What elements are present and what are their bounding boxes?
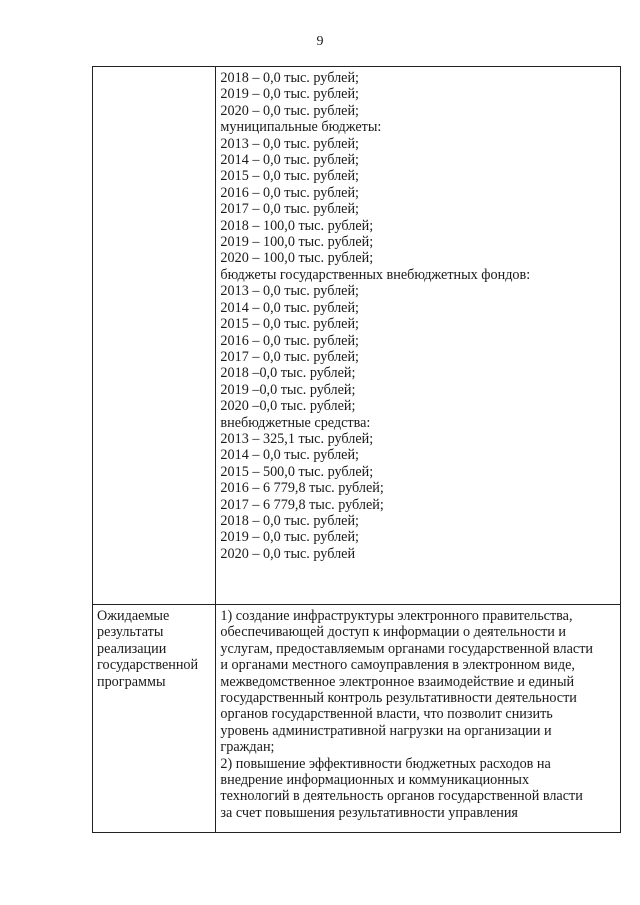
results-label-cell bbox=[93, 605, 216, 833]
funding-line: 2019 – 0,0 тыс. рублей; bbox=[220, 86, 359, 103]
funding-line: 2015 – 0,0 тыс. рублей; bbox=[220, 316, 359, 333]
funding-line: 2017 – 0,0 тыс. рублей; bbox=[220, 201, 359, 218]
table-row-funding bbox=[93, 67, 621, 605]
results-text-line: и органами местного самоуправления в электронном виде, bbox=[220, 657, 575, 674]
page-number: 9 bbox=[316, 34, 324, 49]
passport-table bbox=[92, 66, 621, 833]
funding-line: 2015 – 0,0 тыс. рублей; bbox=[220, 168, 359, 185]
funding-line: 2013 – 0,0 тыс. рублей; bbox=[220, 135, 359, 152]
funding-line: 2019 – 100,0 тыс. рублей; bbox=[220, 234, 374, 251]
funding-line: 2020 – 0,0 тыс. рублей; bbox=[220, 102, 359, 119]
funding-line: 2019 – 0,0 тыс. рублей; bbox=[220, 529, 359, 546]
funding-line: 2020 –0,0 тыс. рублей; bbox=[220, 398, 356, 415]
funding-line: 2019 –0,0 тыс. рублей; bbox=[220, 381, 356, 398]
funding-line: 2014 – 0,0 тыс. рублей; bbox=[220, 152, 359, 169]
funding-line: 2014 – 0,0 тыс. рублей; bbox=[220, 299, 359, 316]
funding-line: 2018 –0,0 тыс. рублей; bbox=[220, 365, 356, 382]
funding-line: 2017 – 0,0 тыс. рублей; bbox=[220, 348, 359, 365]
table-row-results bbox=[93, 605, 621, 833]
funding-line: 2016 – 0,0 тыс. рублей; bbox=[220, 332, 359, 349]
funding-label-cell bbox=[93, 67, 216, 605]
results-label-line: результаты bbox=[97, 624, 164, 641]
results-text-line: за счет повышения результативности управления bbox=[220, 804, 518, 821]
funding-line: 2017 – 6 779,8 тыс. рублей; bbox=[220, 496, 384, 513]
funding-line: 2020 – 0,0 тыс. рублей bbox=[220, 545, 356, 562]
funding-line: 2018 – 0,0 тыс. рублей; bbox=[220, 70, 359, 86]
funding-line: 2015 – 500,0 тыс. рублей; bbox=[220, 463, 374, 480]
funding-line: 2014 – 0,0 тыс. рублей; bbox=[220, 447, 359, 464]
results-label bbox=[97, 608, 211, 690]
funding-line: муниципальные бюджеты: bbox=[220, 119, 382, 136]
funding-cell bbox=[216, 67, 621, 605]
results-text-line: 1) создание инфраструктуры электронного правительства, bbox=[220, 608, 573, 624]
results-label-line: государственной bbox=[97, 657, 199, 674]
results-label-line: реализации bbox=[97, 640, 167, 657]
results-text-line: обеспечивающей доступ к информации о деятельности и bbox=[220, 624, 567, 641]
funding-line: внебюджетные средства: bbox=[220, 414, 371, 431]
funding-line: 2016 – 6 779,8 тыс. рублей; bbox=[220, 480, 384, 497]
results-text-line: граждан; bbox=[220, 739, 275, 756]
results-text-line: технологий в деятельность органов государственной власти bbox=[220, 788, 583, 805]
results-text-line: межведомственное электронное взаимодействие и единый bbox=[220, 673, 575, 690]
funding-line: 2020 – 100,0 тыс. рублей; bbox=[220, 250, 374, 267]
results-text-line: уровень административной нагрузки на организации и bbox=[220, 722, 552, 739]
results-label-line: программы bbox=[97, 673, 166, 690]
results-text-line: услугам, предоставляемым органами государственной власти bbox=[220, 640, 594, 657]
funding-line: 2018 – 100,0 тыс. рублей; bbox=[220, 217, 374, 234]
funding-line: 2013 – 325,1 тыс. рублей; bbox=[220, 430, 374, 447]
results-text-line: 2) повышение эффективности бюджетных расходов на bbox=[220, 755, 551, 772]
funding-line: 2013 – 0,0 тыс. рублей; bbox=[220, 283, 359, 300]
results-text bbox=[220, 608, 616, 821]
funding-line: 2016 – 0,0 тыс. рублей; bbox=[220, 184, 359, 201]
results-text-line: государственный контроль результативности деятельности bbox=[220, 690, 577, 707]
results-label-line: Ожидаемые bbox=[97, 608, 170, 624]
results-text-line: органов государственной власти, что позволит снизить bbox=[220, 706, 553, 723]
funding-lines bbox=[220, 70, 616, 562]
funding-line: бюджеты государственных внебюджетных фондов: bbox=[220, 266, 531, 283]
results-text-line: внедрение информационных и коммуникационных bbox=[220, 772, 530, 789]
funding-line: 2018 – 0,0 тыс. рублей; bbox=[220, 512, 359, 529]
results-cell bbox=[216, 605, 621, 833]
